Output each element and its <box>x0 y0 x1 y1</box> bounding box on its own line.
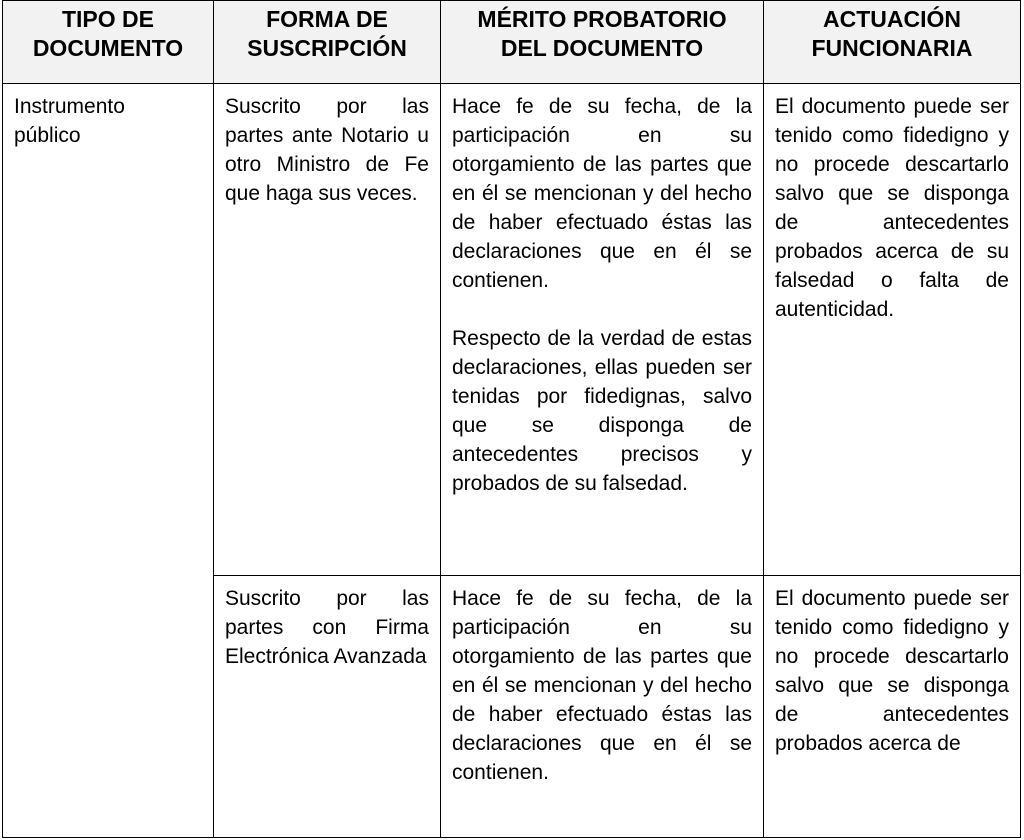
merito-paragraph: Hace fe de su fecha, de la participación en su otorgamiento de las partes que en él se mencionan y del hecho de haber efectuado éstas las declaraciones que en él se contienen. <box>452 95 752 292</box>
merito-paragraph: Hace fe de su fecha, de la participación en su otorgamiento de las partes que en él se mencionan y del hecho de haber efectuado éstas las declaraciones que en él se contienen. <box>452 587 752 784</box>
actuacion-text: El documento puede ser tenido como fidedigno y no procede descartarlo salvo que se disponga de antecedentes probados acerca de su falsedad o falta de autenticidad. <box>775 95 1009 321</box>
header-tipo-documento: TIPO DE DOCUMENTO <box>3 1 214 84</box>
cell-actuacion-funcionaria <box>764 84 1021 576</box>
actuacion-text: El documento puede ser tenido como fidedigno y no procede descartarlo salvo que se disponga de antecedentes probados acerca de <box>775 587 1009 755</box>
cell-actuacion-funcionaria <box>764 576 1021 838</box>
cell-forma-suscripcion <box>214 84 441 576</box>
header-row <box>3 1 1021 84</box>
merito-paragraph: Respecto de la verdad de estas declaraciones, ellas pueden ser tenidas por fidedignas, salvo que se disponga de antecedentes precisos y probados de su falsedad. <box>452 327 752 495</box>
tipo-documento-text: Instrumento público <box>14 95 125 147</box>
cell-merito-probatorio <box>441 84 764 576</box>
table-row <box>3 84 1021 576</box>
documents-table <box>2 0 1021 838</box>
header-actuacion-funcionaria: ACTUACIÓN FUNCIONARIA <box>764 1 1021 84</box>
forma-suscripcion-text: Suscrito por las partes ante Notario u otro Ministro de Fe que haga sus veces. <box>225 95 429 205</box>
cell-forma-suscripcion <box>214 576 441 838</box>
actuacion-clip <box>775 584 1009 828</box>
header-merito-probatorio: MÉRITO PROBATORIO DEL DOCUMENTO <box>441 1 764 84</box>
cell-tipo-documento <box>3 84 214 838</box>
header-forma-suscripcion: FORMA DE SUSCRIPCIÓN <box>214 1 441 84</box>
cell-merito-probatorio <box>441 576 764 838</box>
forma-suscripcion-text: Suscrito por las partes con Firma Electrónica Avanzada <box>225 587 429 668</box>
